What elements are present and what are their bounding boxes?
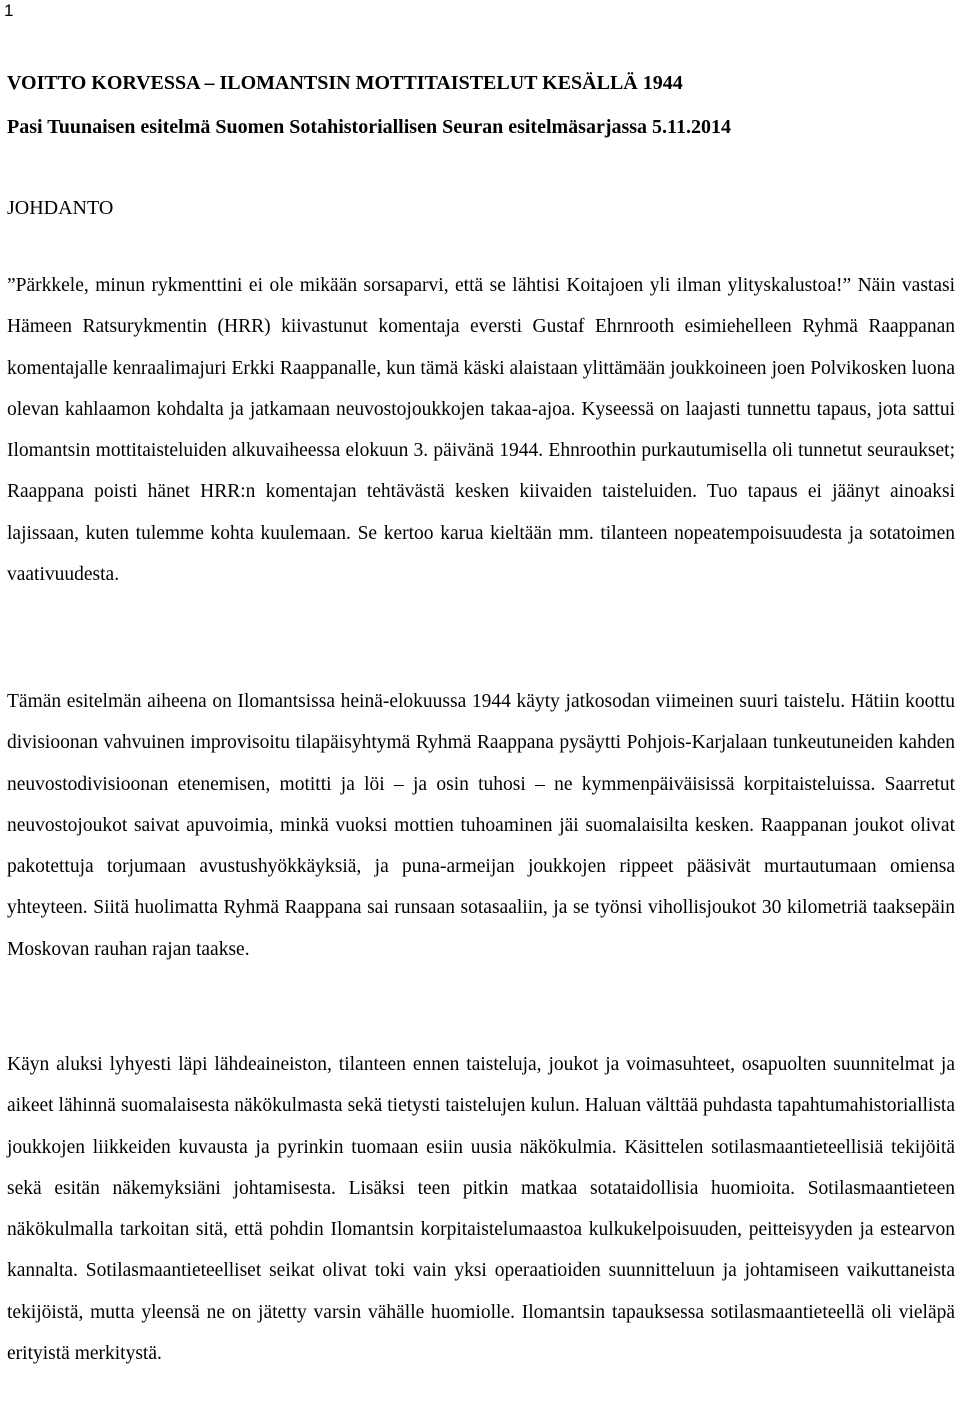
body-paragraph: ”Pärkkele, minun rykmenttini ei ole mikään sorsaparvi, että se lähtisi Koitajoen yli ilman ylityskalustoa!” Näin vastasi Hämeen Ratsurykmentin (HRR) kiivastunut komentaja eversti Gustaf Ehrnrooth esimiehelleen Ryhmä Raappanan komentajalle kenraalimajuri Erkki Raappanalle, kun tämä käski alaistaan ylittämään joukkoineen joen Polvikosken luona olevan kahlaamon kohdalta ja jatkamaan neuvostojoukkojen takaa-ajoa. Kyseessä on laajasti tunnettu tapaus, jota sattui Ilomantsin mottitaisteluiden alkuvaiheessa elokuun 3. päivänä 1944. Ehnroothin purkautumisella oli tunnetut seuraukset; Raappana poisti hänet HRR:n komentajan tehtävästä kesken kiivaiden taisteluiden. Tuo tapaus ei jäänyt ainoaksi lajissaan, kuten tulemme kohta kuulemaan. Se kertoo karua kieltään mm. tilanteen nopeatempoisuudesta ja sotatoimen vaativuudesta.: [7, 275, 955, 586]
body-paragraph: Tämän esitelmän aiheena on Ilomantsissa heinä-elokuussa 1944 käyty jatkosodan viimeinen suuri taistelu. Hätiin koottu divisioonan vahvuinen improvisoitu tilapäisyhtymä Ryhmä Raappana pysäytti Pohjois-Karjalaan tunkeutuneiden kahden neuvostodivisioonan etenemisen, motitti ja löi – ja osin tuhosi – ne kymmenpäiväisissä korpitaisteluissa. Saarretut neuvostojoukot saivat apuvoimia, minkä vuoksi mottien tuhoaminen jäi suomalaisilta kesken. Raappanan joukot olivat pakotettuja torjumaan avustushyökkäyksiä, ja puna-armeijan joukkojen rippeet pääsivät murtautumaan omiensa yhteyteen. Siitä huolimatta Ryhmä Raappana sai runsaan sotasaaliin, ja se työnsi vihollisjoukot 30 kilometriä taaksepäin Moskovan rauhan rajan taakse.: [7, 691, 955, 960]
document-title: VOITTO KORVESSA – ILOMANTSIN MOTTITAISTELUT KESÄLLÄ 1944: [7, 72, 683, 94]
section-heading: JOHDANTO: [7, 197, 114, 219]
page-number: 1: [4, 1, 14, 20]
body-paragraph: Käyn aluksi lyhyesti läpi lähdeaineiston, tilanteen ennen taisteluja, joukot ja voimasuhteet, osapuolten suunnitelmat ja aikeet lähinnä suomalaisesta näkökulmasta sekä tietysti taistelujen kulun. Haluan välttää puhdasta tapahtumahistoriallista joukkojen liikkeiden kuvausta ja pyrinkin tuomaan esiin uusia näkökulmia. Käsittelen sotilasmaantieteellisiä tekijöitä sekä esitän näkemyksiäni johtamisesta. Lisäksi teen pitkin matkaa sotataidollisia huomioita. Sotilasmaantieteen näkökulmalla tarkoitan sitä, että pohdin Ilomantsin korpitaistelumaastoa kulkukelpoisuuden, peitteisyyden ja estearvon kannalta. Sotilasmaantieteelliset seikat olivat toki vain yksi operaatioiden suunnitteluun ja johtamiseen vaikuttaneista tekijöistä, mutta yleensä ne on jätetty varsin vähälle huomiolle. Ilomantsin tapauksessa sotilasmaantieteellä oli vieläpä erityistä merkitystä.: [7, 1054, 955, 1365]
document-subtitle: Pasi Tuunaisen esitelmä Suomen Sotahistoriallisen Seuran esitelmäsarjassa 5.11.2014: [7, 116, 731, 138]
